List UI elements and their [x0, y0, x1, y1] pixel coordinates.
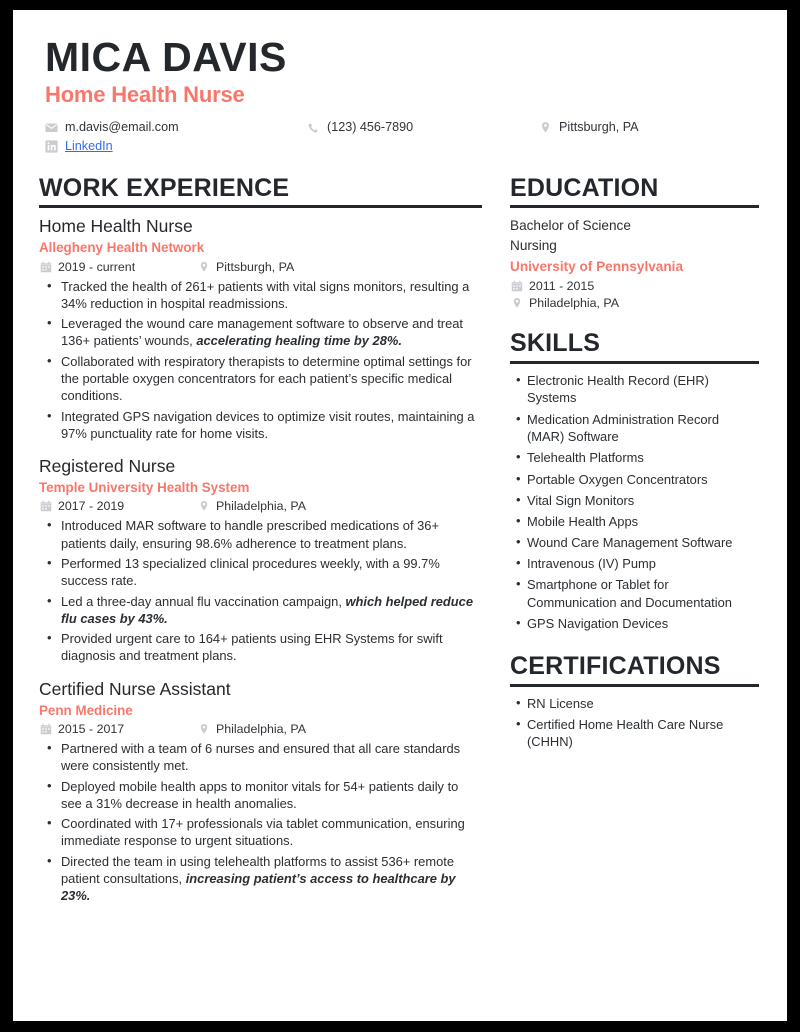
- map-pin-icon: [197, 260, 210, 273]
- map-pin-icon: [197, 500, 210, 513]
- list-item: • GPS Navigation Devices: [527, 615, 759, 633]
- experience-organization: Penn Medicine: [39, 702, 133, 718]
- work-experience-rule: [39, 205, 482, 208]
- list-item: • Smartphone or Tablet for Communication and Documentation: [527, 576, 759, 611]
- experience-entry: [39, 216, 482, 442]
- certifications-heading: CERTIFICATIONS: [510, 652, 721, 681]
- experience-dates-wrap: [39, 260, 197, 274]
- education-rule: [510, 205, 759, 208]
- bullet-emphasis: increasing patient’s access to healthcare by 23%.: [61, 870, 456, 904]
- experience-location: Pittsburgh, PA: [216, 259, 295, 274]
- envelope-icon: [45, 121, 58, 134]
- bullet-item: • Directed the team in using telehealth platforms to assist 536+ remote patient consultations, increasing patient’s access to healthcare by 23%.: [59, 853, 482, 905]
- list-item: • Certified Home Health Care Nurse (CHHN): [527, 716, 759, 751]
- candidate-name: MICA DAVIS: [45, 34, 287, 80]
- spacer: [510, 310, 759, 330]
- calendar-icon: [39, 260, 52, 273]
- contact-phone-text: (123) 456-7890: [327, 120, 414, 135]
- experience-role: Home Health Nurse: [39, 216, 193, 237]
- section-education: [510, 175, 759, 310]
- section-certifications: [510, 653, 759, 751]
- experience-bullets: [39, 278, 482, 443]
- contact-linkedin-link[interactable]: LinkedIn: [65, 139, 113, 154]
- list-item: • Intravenous (IV) Pump: [527, 555, 759, 573]
- experience-location-wrap: [197, 722, 306, 736]
- skills-heading: SKILLS: [510, 329, 601, 358]
- list-item: • Medication Administration Record (MAR) Software: [527, 411, 759, 446]
- education-school: University of Pennsylvania: [510, 258, 684, 274]
- resume-body: [39, 175, 761, 907]
- experience-location-wrap: [197, 499, 306, 513]
- skills-list: [510, 372, 759, 633]
- experience-dates-wrap: [39, 499, 197, 513]
- experience-entry: [39, 679, 482, 905]
- experience-bullets: [39, 740, 482, 905]
- experience-organization: Temple University Health System: [39, 480, 250, 495]
- contact-row-secondary: [45, 139, 761, 153]
- contact-location: [539, 120, 761, 134]
- list-item: • Electronic Health Record (EHR) Systems: [527, 372, 759, 407]
- education-field: Nursing: [510, 238, 557, 253]
- map-pin-icon: [539, 121, 552, 134]
- education-dates: 2011 - 2015: [529, 279, 595, 294]
- experience-location: Philadelphia, PA: [216, 721, 307, 736]
- contact-linkedin[interactable]: [45, 139, 307, 153]
- skills-rule: [510, 361, 759, 364]
- spacer: [510, 636, 759, 653]
- candidate-job-title: Home Health Nurse: [45, 82, 245, 108]
- experience-dates: 2015 - 2017: [58, 721, 125, 736]
- experience-organization: Allegheny Health Network: [39, 240, 205, 256]
- bullet-item: • Led a three-day annual flu vaccination campaign, which helped reduce flu cases by 43%.: [59, 593, 482, 628]
- contact-email[interactable]: [45, 120, 307, 134]
- experience-dates-wrap: [39, 722, 197, 736]
- experience-dates: 2019 - current: [58, 259, 136, 274]
- experience-role: Certified Nurse Assistant: [39, 678, 231, 699]
- work-experience-heading: WORK EXPERIENCE: [39, 174, 290, 203]
- bullet-item: • Provided urgent care to 164+ patients using EHR Systems for swift diagnosis and treatment plans.: [59, 630, 482, 665]
- right-column: [494, 175, 759, 907]
- experience-bullets: [39, 517, 482, 664]
- map-pin-icon: [510, 297, 523, 310]
- calendar-icon: [39, 722, 52, 735]
- experience-meta: [39, 260, 482, 274]
- resume-header: [39, 36, 761, 153]
- certifications-list: [510, 695, 759, 752]
- calendar-icon: [510, 280, 523, 293]
- experience-meta: [39, 499, 482, 513]
- section-work-experience: [39, 175, 482, 904]
- calendar-icon: [39, 500, 52, 513]
- experience-location-wrap: [197, 260, 294, 274]
- bullet-item: • Coordinated with 17+ professionals via tablet communication, ensuring immediate response to urgent situations.: [59, 815, 482, 850]
- bullet-item: • Tracked the health of 261+ patients with vital signs monitors, resulting a 34% reduction in hospital readmissions.: [59, 278, 482, 313]
- bullet-item: • Partnered with a team of 6 nurses and ensured that all care standards were consistently met.: [59, 740, 482, 775]
- linkedin-icon: [45, 140, 58, 153]
- list-item: • RN License: [527, 695, 759, 713]
- bullet-emphasis: accelerating healing time by 28%.: [196, 333, 402, 349]
- phone-icon: [307, 121, 320, 134]
- map-pin-icon: [197, 722, 210, 735]
- list-item: • Vital Sign Monitors: [527, 492, 759, 510]
- contact-phone[interactable]: [307, 120, 539, 134]
- bullet-item: • Collaborated with respiratory therapists to determine optimal settings for the portable oxygen concentrators for each patient’s specific medical conditions.: [59, 353, 482, 405]
- bullet-item: • Introduced MAR software to handle prescribed medications of 36+ patients daily, ensuring 98.6% adherence to treatment plans.: [59, 517, 482, 552]
- education-location-wrap: [510, 296, 759, 310]
- bullet-item: • Leveraged the wound care management software to observe and treat 136+ patients’ wounds, accelerating healing time by 28%.: [59, 315, 482, 350]
- list-item: • Telehealth Platforms: [527, 449, 759, 467]
- left-column: [39, 175, 494, 907]
- experience-dates: 2017 - 2019: [58, 499, 125, 514]
- list-item: • Portable Oxygen Concentrators: [527, 471, 759, 489]
- contact-location-text: Pittsburgh, PA: [559, 120, 639, 135]
- bullet-item: • Integrated GPS navigation devices to optimize visit routes, maintaining a 97% punctuality rate for home visits.: [59, 408, 482, 443]
- contact-row-primary: [45, 120, 761, 134]
- education-heading: EDUCATION: [510, 174, 659, 203]
- bullet-item: • Performed 13 specialized clinical procedures weekly, with a 99.7% success rate.: [59, 555, 482, 590]
- experience-entry: [39, 456, 482, 665]
- certifications-rule: [510, 684, 759, 687]
- bullet-item: • Deployed mobile health apps to monitor vitals for 54+ patients daily to see a 31% decrease in health anomalies.: [59, 778, 482, 813]
- experience-location: Philadelphia, PA: [216, 499, 307, 514]
- experience-role: Registered Nurse: [39, 456, 176, 477]
- list-item: • Mobile Health Apps: [527, 513, 759, 531]
- bullet-emphasis: which helped reduce flu cases by 43%.: [61, 593, 474, 626]
- contact-email-text: m.davis@email.com: [65, 120, 179, 135]
- education-degree: Bachelor of Science: [510, 218, 631, 234]
- list-item: • Wound Care Management Software: [527, 534, 759, 552]
- section-skills: [510, 330, 759, 632]
- experience-meta: [39, 722, 482, 736]
- education-dates-wrap: [510, 279, 759, 293]
- resume-page: [13, 10, 787, 1021]
- education-location: Philadelphia, PA: [529, 296, 620, 311]
